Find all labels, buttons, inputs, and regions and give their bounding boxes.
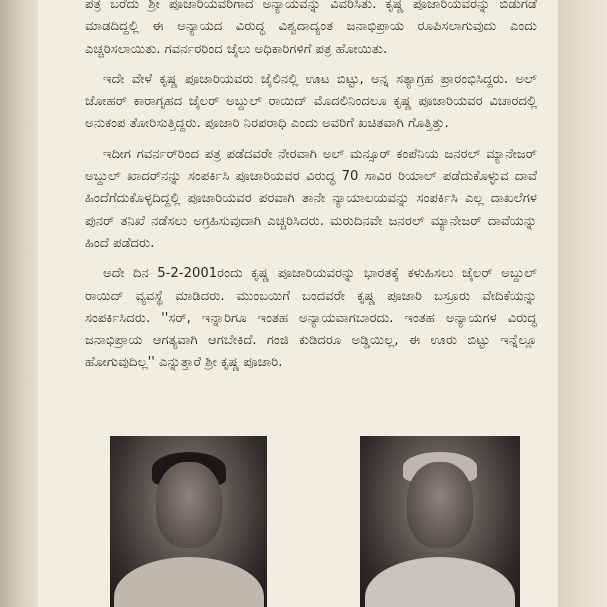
portrait-face — [156, 462, 222, 548]
portrait-face — [407, 462, 473, 548]
portrait-photo-right — [360, 436, 520, 607]
paragraph-2: ಇದೇ ವೇಳೆ ಕೃಷ್ಣ ಪೂಜಾರಿಯವರು ಜೈಲಿನಲ್ಲಿ ಊಟ ಬಿಟ್ಟು, ಅನ್ನ ಸತ್ಯಾಗ್ರಹ ಪ್ರಾರಂಭಿಸಿದ್ದರು. ಅಲ್ ಜೋಹರ್ ಕಾರಾಗೃಹದ ಜೈಲರ್ ಅಬ್ದುಲ್ ರಾಯಿದ್ ಮೊದಲಿನಿಂದಲೂ ಕೃಷ್ಣ ಪೂಜಾರಿಯವರ ವಿಚಾರದಲ್ಲಿ ಅನುಕಂಪ ತೋರಿಸುತ್ತಿದ್ದರು. ಪೂಜಾರಿ ನಿರಪರಾಧಿ ಎಂದು ಅವರಿಗೆ ಖಚಿತವಾಗಿ ಗೊತ್ತಿತ್ತು. — [85, 71, 537, 132]
book-spine-shadow — [0, 0, 38, 607]
article-body — [85, 0, 537, 383]
paragraph-1: ಪತ್ರ ಬರೆದು ಶ್ರೀ ಪೂಜಾರಿಯವರಿಗಾದ ಅನ್ಯಾಯವನ್ನು ವಿವರಿಸಿತು. ಕೃಷ್ಣ ಪೂಜಾರಿಯವರನ್ನು ಬಿಡುಗಡೆ ಮಾಡದಿದ್ದಲ್ಲಿ ಈ ಅನ್ಯಾಯದ ವಿರುದ್ಧ ವಿಶ್ವದಾದ್ಯಂತ ಜನಾಭಿಪ್ರಾಯ ರೂಪಿಸಲಾಗುವುದು ಎಂದು ಎಚ್ಚರಿಸಲಾಯಿತು. ಗವರ್ನರರಿಂದ ಜೈಲು ಅಧಿಕಾರಿಗಳಿಗೆ ಪತ್ರ ಹೋಯಿತು. — [85, 0, 537, 57]
portrait-photo-left — [110, 436, 267, 607]
paragraph-3: ಇದೀಗ ಗವರ್ನರ್‌ರಿಂದ ಪತ್ರ ಪಡೆದವರೇ ನೇರವಾಗಿ ಅಲ್ ಮನ್ಸೂರ್ ಕಂಪೆನಿಯ ಜನರಲ್ ಮ್ಯಾನೇಜರ್ ಅಬ್ದುಲ್ ಖಾದರ್‌ನನ್ನು ಸಂಪರ್ಕಿಸಿ ಪೂಜಾರಿಯವರ ವಿರುದ್ಧ 70 ಸಾವಿರ ರಿಯಾಲ್ ಪಡೆದುಕೊಳ್ಳುವ ದಾವೆ ಹಿಂದೆಗೆದುಕೊಳ್ಳದಿದ್ದಲ್ಲಿ ಪೂಜಾರಿಯವರ ಪರವಾಗಿ ತಾನೇ ನ್ಯಾಯಾಲಯವನ್ನು ಸಂಪರ್ಕಿಸಿ ಎಲ್ಲ ದಾಖಲೆಗಳ ಪುನರ್ ತನಿಖೆ ನಡೆಸಲು ಅಗ್ರಹಿಸುವುದಾಗಿ ಎಚ್ಚರಿಸಿದರು. ಮರುದಿನವೇ ಜನರಲ್ ಮ್ಯಾನೇಜರ್ ದಾವೆಯನ್ನು ಹಿಂದೆ ಪಡೆದರು. — [85, 146, 537, 251]
portrait-shirt — [365, 557, 515, 607]
paragraph-4: ಅದೇ ದಿನ 5-2-2001ರಂದು ಕೃಷ್ಣ ಪೂಜಾರಿಯವರನ್ನು ಭಾರತಕ್ಕೆ ಕಳುಹಿಸಲು ಜೈಲರ್ ಅಬ್ದುಲ್ ರಾಯಿದ್ ವ್ಯವಸ್ಥೆ ಮಾಡಿದರು. ಮುಂಬಯಿಗೆ ಬಂದವರೇ ಕೃಷ್ಣ ಪೂಜಾರಿ ಬಸ್ರೂರು ವೇದಿಕೆಯನ್ನು ಸಂಪರ್ಕಿಸಿದರು. ''ಸರ್, ಇನ್ನಾರಿಗೂ ಇಂತಹ ಅನ್ಯಾಯವಾಗಬಾರದು. ಇಂತಹ ಅನ್ಯಾಯಗಳ ವಿರುದ್ಧ ಜನಾಭಿಪ್ರಾಯ ಆಗತ್ಯವಾಗಿ ಆಗಬೇಕಿದೆ. ಗಂಜಿ ಕುಡಿದರೂ ಅಡ್ಡಿಯಿಲ್ಲ, ಈ ಊರು ಬಿಟ್ಟು ಇನ್ನೆಲ್ಲೂ ಹೋಗುವುದಿಲ್ಲ'' ಎನ್ನುತ್ತಾರೆ ಶ್ರೀ ಕೃಷ್ಣ ಪೂಜಾರಿ. — [85, 266, 537, 371]
portrait-shirt — [114, 557, 264, 607]
facing-page-edge — [558, 0, 607, 607]
